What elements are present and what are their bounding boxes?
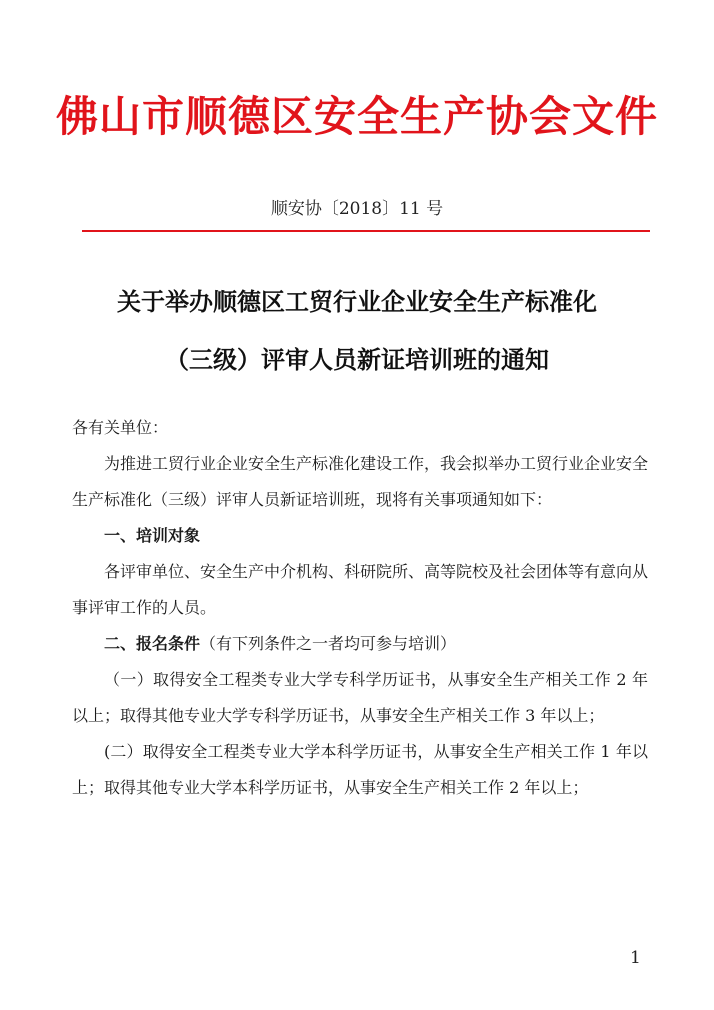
document-masthead: 佛山市顺德区安全生产协会文件: [55, 92, 658, 141]
salutation: 各有关单位：: [72, 418, 169, 437]
section-2-heading: 二、报名条件: [104, 634, 201, 653]
red-divider-line: [82, 230, 650, 232]
condition-item-2: (二）取得安全工程类专业大学本科学历证书，从事安全生产相关工作 1 年以上；取得其他专业大学本科学历证书，从事安全生产相关工作 2 年以上；: [72, 742, 648, 797]
section-1-heading: 一、培训对象: [104, 526, 201, 545]
document-title-line-1: 关于举办顺德区工贸行业企业安全生产标准化: [117, 288, 597, 316]
document-body: [72, 410, 648, 806]
section-2-note: （有下列条件之一者均可参与培训）: [200, 634, 457, 653]
document-number: 顺安协〔2018〕11 号: [270, 199, 444, 219]
condition-item-1: （一）取得安全工程类专业大学专科学历证书，从事安全生产相关工作 2 年以上；取得其他专业大学专科学历证书，从事安全生产相关工作 3 年以上；: [72, 670, 648, 725]
intro-paragraph: 为推进工贸行业企业安全生产标准化建设工作，我会拟举办工贸行业企业安全生产标准化（三级）评审人员新证培训班，现将有关事项通知如下：: [72, 454, 649, 509]
section-2-heading-line: [72, 626, 648, 662]
section-1-text: 各评审单位、安全生产中介机构、科研院所、高等院校及社会团体等有意向从事评审工作的人员。: [72, 562, 649, 617]
page-number: 1: [630, 948, 641, 968]
document-title-line-2: （三级）评审人员新证培训班的通知: [165, 346, 549, 374]
